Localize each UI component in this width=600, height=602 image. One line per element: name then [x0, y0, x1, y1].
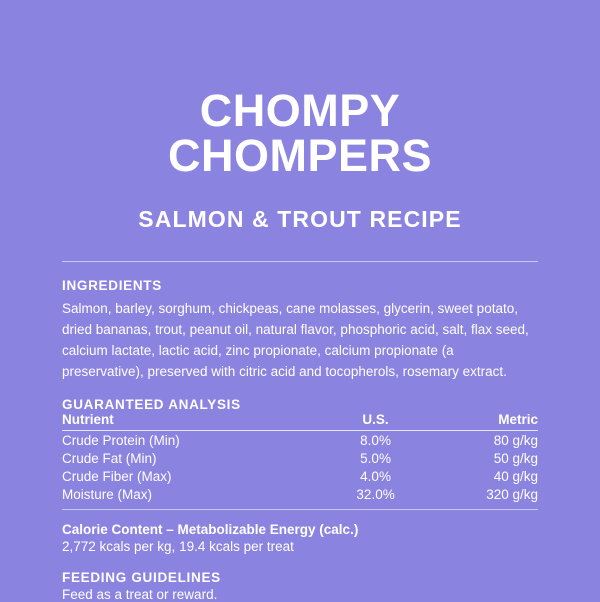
column-header-metric: Metric [419, 412, 538, 431]
cell-metric: 320 g/kg [486, 486, 538, 502]
cell-us: 4.0% [360, 468, 391, 484]
cell-us: 8.0% [360, 432, 391, 448]
cell-metric: 40 g/kg [493, 468, 538, 484]
feeding-guidelines-body: Feed as a treat or reward. [62, 586, 218, 602]
column-header-us: U.S. [332, 412, 420, 431]
cell-nutrient: Crude Protein (Min) [62, 432, 180, 448]
table-row [62, 485, 538, 509]
recipe-subtitle: SALMON & TROUT RECIPE [138, 206, 462, 232]
cell-nutrient: Moisture (Max) [62, 486, 153, 502]
guaranteed-analysis-table [62, 412, 538, 509]
feeding-guidelines-heading: FEEDING GUIDELINES [62, 569, 221, 585]
cell-nutrient: Crude Fat (Min) [62, 450, 157, 466]
table-row [62, 449, 538, 467]
table-header-row [62, 412, 538, 431]
ingredients-body: Salmon, barley, sorghum, chickpeas, cane molasses, glycerin, sweet potato, dried bananas, trout, peanut oil, natural flavor, phosphoric acid, salt, flax seed, calcium lactate, lactic acid, zinc propionate, calcium propionate (a preservative), preserved with citric acid and tocopherols, rosemary extract. [62, 301, 529, 379]
table-row [62, 467, 538, 485]
cell-metric: 50 g/kg [493, 450, 538, 466]
ingredients-heading: INGREDIENTS [62, 278, 162, 293]
calorie-content-body: 2,772 kcals per kg, 19.4 kcals per treat [62, 538, 294, 554]
calorie-content-heading: Calorie Content – Metabolizable Energy (calc.) [62, 521, 359, 537]
table-row [62, 430, 538, 449]
cell-us: 5.0% [360, 450, 391, 466]
guaranteed-analysis-heading: GUARANTEED ANALYSIS [62, 396, 241, 412]
cell-metric: 80 g/kg [493, 432, 538, 448]
cell-nutrient: Crude Fiber (Max) [62, 468, 172, 484]
column-header-nutrient: Nutrient [62, 412, 332, 431]
brand-title: CHOMPY CHOMPERS [167, 85, 433, 181]
cell-us: 32.0% [356, 486, 395, 502]
